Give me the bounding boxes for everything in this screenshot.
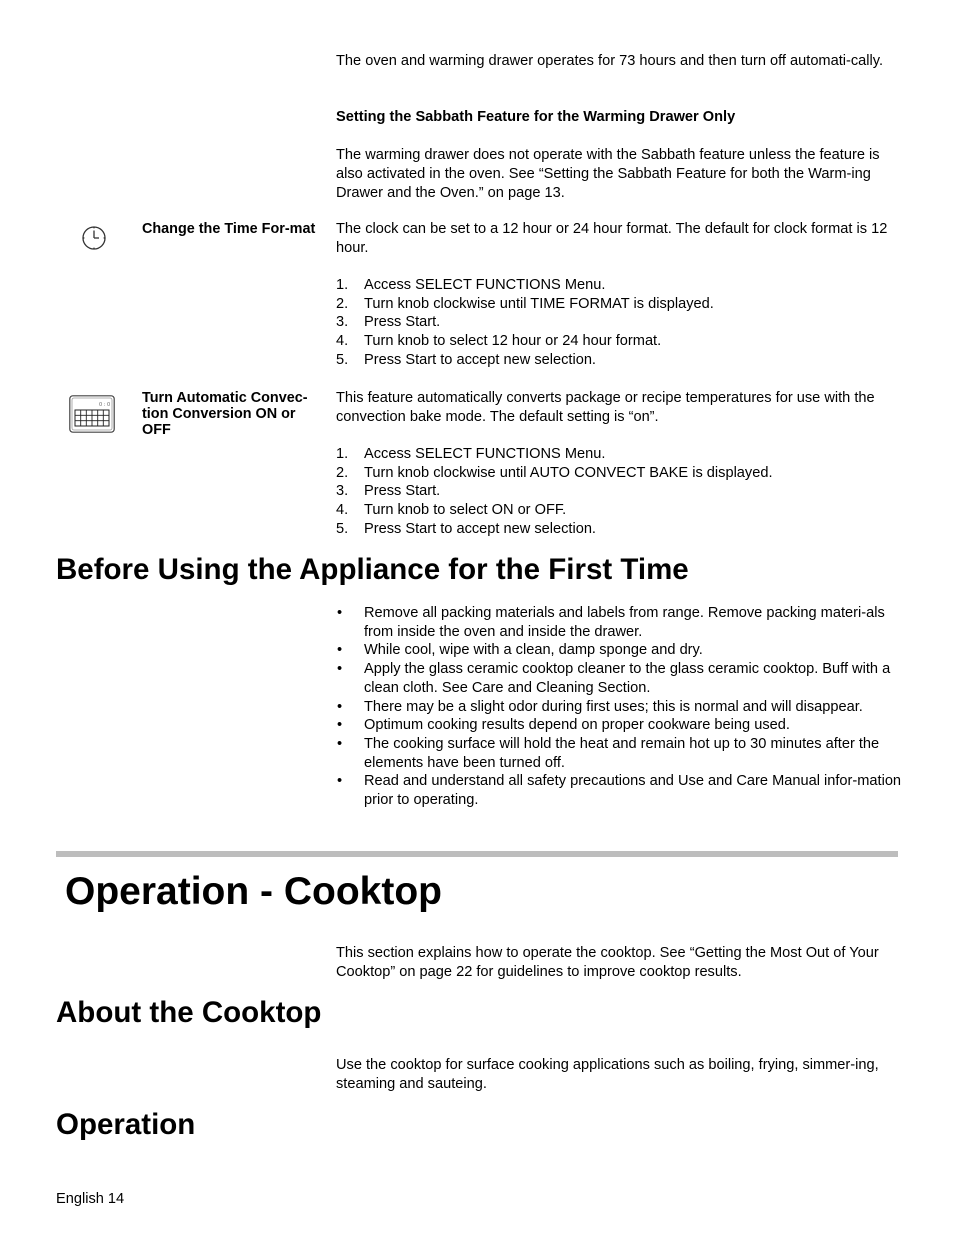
time-format-steps: [336, 276, 900, 370]
step-text: Access SELECT FUNCTIONS Menu.: [364, 277, 606, 293]
step-number: 4.: [336, 502, 349, 519]
step-text: Press Start to accept new selection.: [364, 351, 596, 368]
bullet-text: Apply the glass ceramic cooktop cleaner to the glass ceramic cooktop. Buff with a clean cloth. See Care and Cleaning Section.: [364, 661, 891, 696]
auto-convect-description: This feature automatically converts package or recipe temperatures for use with the convection bake mode. The default setting is “on”.: [336, 390, 875, 425]
bullet-item: [336, 604, 902, 641]
step-item: [336, 501, 900, 520]
step-item: [336, 276, 900, 295]
time-format-label: Change the Time For-mat: [142, 221, 316, 237]
bullet-item: [336, 735, 902, 772]
control-panel-icon: [69, 395, 115, 433]
step-number: 5.: [336, 520, 349, 537]
clock-icon: [81, 225, 107, 251]
step-number: 1.: [336, 277, 349, 293]
sabbath-warming-drawer-paragraph: The warming drawer does not operate with the Sabbath feature unless the feature is also activated in the oven. See “Setting the Sabbath Feature for both the Warm-ing Drawer and the Oven.” on page 13.: [336, 147, 880, 201]
step-item: [336, 295, 900, 314]
page-footer: English 14: [56, 1191, 125, 1207]
operation-cooktop-intro: This section explains how to operate the cooktop. See “Getting the Most Out of Your Cooktop” on page 22 for guidelines to improve cooktop results.: [336, 945, 879, 980]
bullet-item: [336, 641, 902, 660]
bullet-symbol: •: [337, 605, 343, 621]
bullet-item: [336, 698, 902, 717]
time-format-description: The clock can be set to a 12 hour or 24 hour format. The default for clock format is 12 hour.: [336, 221, 888, 256]
bullet-symbol: •: [337, 717, 343, 734]
auto-convect-steps: [336, 445, 900, 539]
step-number: 2.: [336, 295, 349, 312]
step-number: 1.: [336, 446, 349, 462]
step-text: Press Start.: [364, 314, 441, 331]
step-text: Turn knob clockwise until TIME FORMAT is displayed.: [364, 295, 714, 312]
bullet-symbol: •: [337, 698, 343, 715]
step-text: Access SELECT FUNCTIONS Menu.: [364, 446, 606, 462]
operation-cooktop-heading: Operation - Cooktop: [65, 870, 442, 913]
bullet-symbol: •: [337, 735, 343, 752]
auto-convect-label: Turn Automatic Convec-tion Conversion ON or OFF: [142, 390, 308, 438]
bullet-symbol: •: [337, 773, 343, 790]
step-item: [336, 445, 900, 464]
step-text: Turn knob clockwise until AUTO CONVECT BAKE is displayed.: [364, 464, 773, 481]
bullet-item: [336, 772, 902, 809]
bullet-symbol: •: [337, 661, 343, 678]
step-text: Press Start to accept new selection.: [364, 520, 596, 537]
step-item: [336, 313, 900, 332]
bullet-item: [336, 716, 902, 735]
bullet-item: [336, 660, 902, 697]
step-text: Turn knob to select ON or OFF.: [364, 502, 567, 519]
bullet-symbol: •: [337, 642, 343, 659]
step-number: 3.: [336, 314, 349, 331]
step-number: 3.: [336, 483, 349, 500]
step-number: 2.: [336, 464, 349, 481]
step-item: [336, 482, 900, 501]
bullet-text: There may be a slight odor during first uses; this is normal and will disappear.: [364, 698, 863, 715]
step-text: Press Start.: [364, 483, 441, 500]
before-using-list: [336, 604, 902, 810]
step-item: [336, 351, 900, 370]
bullet-text: The cooking surface will hold the heat and remain hot up to 30 minutes after the elements have been turned off.: [364, 735, 880, 771]
bullet-text: Read and understand all safety precautions and Use and Care Manual infor-mation prior to operating.: [364, 773, 902, 809]
about-cooktop-heading: About the Cooktop: [56, 996, 322, 1029]
step-number: 4.: [336, 333, 349, 350]
step-item: [336, 332, 900, 351]
chapter-divider: [56, 851, 898, 857]
step-item: [336, 520, 900, 539]
before-using-heading: Before Using the Appliance for the First Time: [56, 553, 689, 586]
sabbath-warming-drawer-subheading: Setting the Sabbath Feature for the Warming Drawer Only: [336, 109, 736, 125]
step-item: [336, 464, 900, 483]
sabbath-duration-paragraph: The oven and warming drawer operates for 73 hours and then turn off automati-cally.: [336, 53, 884, 69]
svg-text:0 : 0: 0 : 0: [99, 402, 111, 408]
step-number: 5.: [336, 351, 349, 368]
step-text: Turn knob to select 12 hour or 24 hour format.: [364, 333, 662, 350]
bullet-text: Optimum cooking results depend on proper cookware being used.: [364, 717, 790, 734]
about-cooktop-text: Use the cooktop for surface cooking applications such as boiling, frying, simmer-ing, steaming and sauteing.: [336, 1057, 879, 1092]
bullet-text: While cool, wipe with a clean, damp sponge and dry.: [364, 642, 703, 659]
operation-heading: Operation: [56, 1108, 196, 1141]
bullet-text: Remove all packing materials and labels from range. Remove packing materi-als from inside the oven and inside the drawer.: [364, 605, 885, 640]
